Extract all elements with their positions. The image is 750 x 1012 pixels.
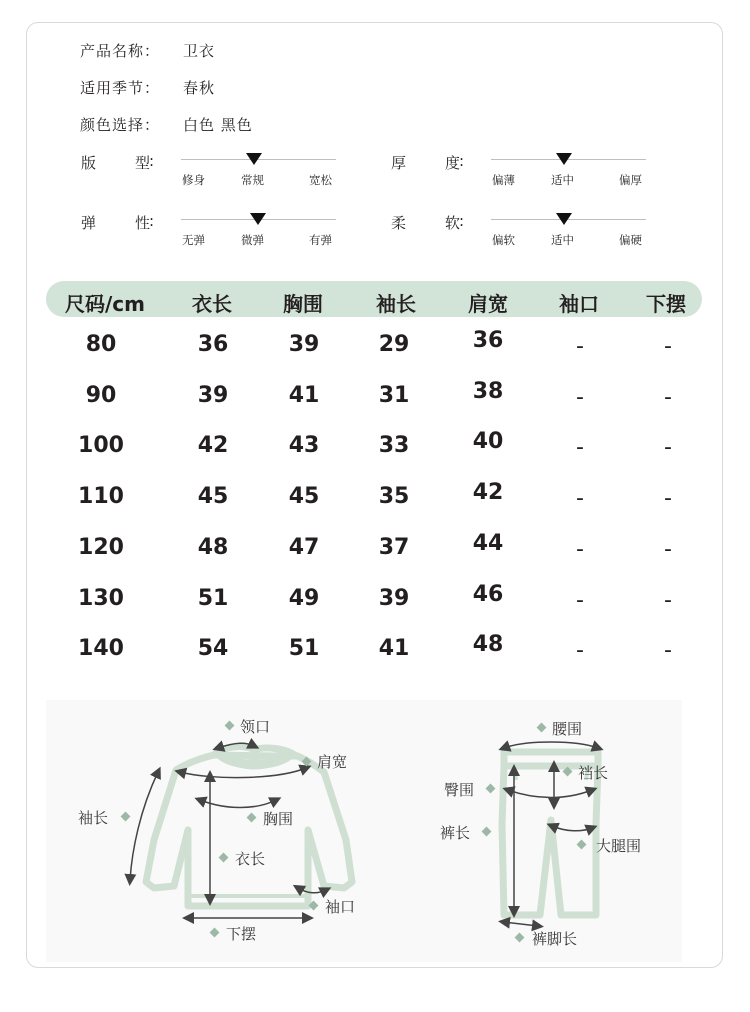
label-pants-length: 裤长: [440, 824, 471, 842]
cell-length: 48: [197, 534, 229, 560]
cell-hem: -: [664, 334, 672, 359]
cell-length: 51: [197, 585, 229, 611]
cell-chest: 47: [288, 534, 320, 560]
cell-sleeve: 33: [378, 433, 410, 459]
header-length: 衣长: [192, 292, 232, 316]
cell-size: 100: [78, 433, 124, 459]
cell-hem: -: [664, 384, 672, 410]
cell-size: 130: [78, 585, 124, 611]
color-row: [80, 114, 253, 135]
cell-chest: 41: [288, 382, 320, 408]
cell-length: 36: [197, 332, 229, 357]
softness-option-1: 偏软: [492, 233, 515, 247]
label-cuff: 袖口: [325, 898, 356, 916]
label-sleeve: 袖长: [78, 809, 109, 827]
cell-shoulder: 44: [472, 530, 504, 556]
cell-shoulder: 42: [472, 480, 504, 506]
label-collar: 领口: [240, 718, 271, 736]
cell-cuff: -: [576, 486, 584, 512]
cell-cuff: -: [576, 384, 584, 410]
softness-indicator: [556, 213, 572, 225]
cell-sleeve: 31: [378, 382, 410, 408]
cell-size: 110: [78, 484, 124, 510]
label-shoulder: 肩宽: [317, 753, 348, 771]
cell-length: 42: [197, 433, 229, 459]
cell-shoulder: 48: [472, 632, 504, 658]
header-hem: 下摆: [646, 292, 686, 316]
thickness-option-1: 偏薄: [492, 173, 515, 187]
season-row: [80, 77, 215, 98]
thickness-option-2: 适中: [551, 173, 574, 187]
label-thigh: 大腿围: [596, 837, 642, 855]
cell-shoulder: 40: [472, 429, 504, 455]
cell-sleeve: 41: [378, 636, 410, 662]
cell-sleeve: 39: [378, 585, 410, 611]
cell-shoulder: 36: [472, 328, 504, 353]
cell-cuff: -: [576, 435, 584, 461]
label-chest: 胸围: [263, 810, 294, 828]
cell-shoulder: 38: [472, 378, 504, 404]
fit-option-2: 常规: [241, 173, 264, 187]
cell-hem: -: [664, 638, 672, 664]
fit-option-3: 宽松: [309, 173, 332, 187]
elasticity-option-2: 微弹: [241, 233, 264, 247]
label-length: 衣长: [235, 850, 266, 868]
label-leg-opening: 裤脚长: [532, 930, 578, 948]
header-shoulder: 肩宽: [468, 292, 508, 316]
cell-length: 54: [197, 636, 229, 662]
thickness-label: 厚 度: [391, 154, 461, 172]
elasticity-option-3: 有弹: [309, 233, 332, 247]
header-sleeve: 袖长: [376, 292, 416, 316]
label-waist: 腰围: [552, 720, 583, 738]
cell-size: 80: [85, 332, 117, 357]
cell-hem: -: [664, 486, 672, 512]
label-hip: 臀围: [444, 781, 475, 799]
label-rise: 裆长: [578, 764, 609, 782]
cell-length: 39: [197, 382, 229, 408]
season-value: 春秋: [183, 79, 216, 97]
cell-size: 90: [85, 382, 117, 408]
elasticity-indicator: [250, 213, 266, 225]
cell-sleeve: 37: [378, 534, 410, 560]
season-label: 适用季节：: [80, 79, 161, 97]
color-value: 白色 黑色: [183, 116, 253, 134]
label-hem: 下摆: [226, 925, 257, 943]
measurement-diagram: [46, 700, 682, 962]
thickness-scale: 厚 度 : 偏薄 适中 偏厚: [391, 152, 721, 212]
cell-chest: 43: [288, 433, 320, 459]
cell-size: 140: [78, 636, 124, 662]
fit-option-1: 修身: [182, 173, 205, 187]
measurement-illustration: [46, 700, 682, 962]
cell-chest: 45: [288, 484, 320, 510]
fit-scale: 版 型 : 修身 常规 宽松: [81, 152, 411, 212]
elasticity-option-1: 无弹: [182, 233, 205, 247]
cell-chest: 39: [288, 332, 320, 357]
cell-chest: 49: [288, 585, 320, 611]
cell-chest: 51: [288, 636, 320, 662]
cell-cuff: -: [576, 536, 584, 562]
cell-cuff: -: [576, 334, 584, 359]
thickness-indicator: [556, 153, 572, 165]
softness-option-2: 适中: [551, 233, 574, 247]
cell-size: 120: [78, 534, 124, 560]
cell-sleeve: 35: [378, 484, 410, 510]
fit-label: 版 型: [81, 154, 151, 172]
cell-hem: -: [664, 587, 672, 613]
cell-hem: -: [664, 435, 672, 461]
header-cuff: 袖口: [559, 292, 599, 316]
fit-indicator: [246, 153, 262, 165]
cell-cuff: -: [576, 587, 584, 613]
elasticity-scale: 弹 性 : 无弹 微弹 有弹: [81, 212, 411, 272]
elasticity-label: 弹 性: [81, 214, 151, 232]
header-size: 尺码/cm: [65, 292, 145, 316]
softness-label: 柔 软: [391, 214, 461, 232]
header-chest: 胸围: [283, 292, 323, 316]
color-label: 颜色选择：: [80, 116, 161, 134]
cell-hem: -: [664, 536, 672, 562]
cell-sleeve: 29: [378, 332, 410, 357]
product-name-label: 产品名称：: [80, 42, 161, 60]
cell-length: 45: [197, 484, 229, 510]
product-name-row: [80, 40, 215, 61]
product-name-value: 卫衣: [183, 42, 216, 60]
softness-option-3: 偏硬: [619, 233, 642, 247]
cell-cuff: -: [576, 638, 584, 664]
softness-scale: 柔 软 : 偏软 适中 偏硬: [391, 212, 721, 272]
thickness-option-3: 偏厚: [619, 173, 642, 187]
cell-shoulder: 46: [472, 581, 504, 607]
